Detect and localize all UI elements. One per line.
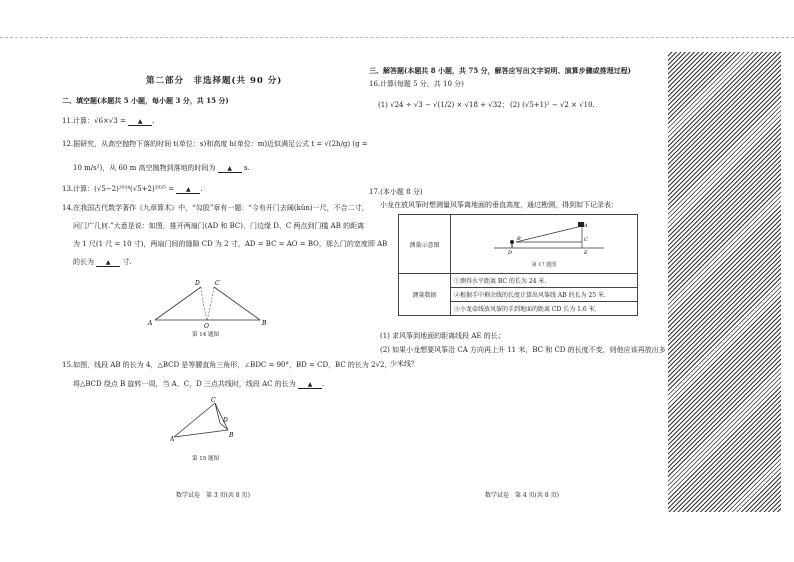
answer-blank[interactable]: ▲: [96, 259, 120, 267]
data-item-2: ②根据手中剩余线的长度计算出风筝线 AB 的长为 25 米.: [451, 288, 637, 302]
right-page-footer: 数学试卷 第 4 页(共 8 页): [485, 492, 559, 499]
answer-blank[interactable]: ▲: [176, 186, 200, 194]
answer-blank[interactable]: ▲: [218, 165, 242, 173]
fig15-caption: 第 15 题图: [192, 456, 219, 462]
fig15-label-d: D: [223, 417, 228, 424]
question-12-line1: 12.据研究，从高空抛物下落的时间 t(单位：s)和高度 h(单位：m)近似满足公式 t = √(2h/g) (g =: [62, 140, 368, 148]
fig15-line-cd: [215, 403, 220, 423]
person-icon: [510, 240, 514, 244]
fig14-line-ad: [155, 287, 201, 320]
figure-14: [145, 275, 270, 330]
answer-heading: 三、解答题(本题共 8 小题，共 75 分，解答应写出文字说明、演算步骤或推理过程): [369, 66, 631, 75]
question-14-line2: 问门广几何.”大意是说：如图，推开两扇门(AD 和 BC)，门边缘 D、C 两点到门槛 AB 的距离: [73, 222, 365, 230]
question-16-heading: 16.计算(每题 5 分，共 10 分): [369, 80, 464, 88]
data-item-1: ①测得水平距离 BC 的长为 24 米.: [451, 274, 637, 288]
fig15-label-a: A: [170, 436, 175, 443]
question-14-line4: 的长为 ▲ 寸.: [73, 258, 132, 266]
data-item-3: ③小龙牵线放风筝的手到地面的距离 CD 长为 1.6 米.: [454, 306, 597, 313]
fig14-arc-right: [207, 287, 214, 320]
fill-blank-heading: 二、填空题(本题共 5 小题，每小题 3 分，共 15 分): [62, 96, 229, 105]
question-16-part1: (1) √24 ÷ √3 − √(1/2) × √18 + √32；: [378, 101, 509, 109]
fig17-label-d: D: [508, 249, 513, 256]
answer-blank[interactable]: ▲: [128, 118, 152, 126]
question-17-part1: (1) 求风筝到地面的距离线段 AE 的长；: [380, 332, 505, 340]
fig15-label-c: C: [211, 397, 216, 404]
question-14-line1: 14.在我国古代数学著作《九章算术》中，“勾股”章有一题：“今有开门去阃(kǔn)一尺，不合二寸，: [62, 204, 369, 212]
fig15-line-ab: [174, 430, 228, 437]
figure-17: [454, 220, 634, 262]
table-row: [399, 274, 638, 316]
fig17-label-c: C: [584, 236, 588, 243]
top-dashed-rule: [0, 37, 794, 38]
fig15-label-b: B: [229, 432, 234, 439]
answer-blank[interactable]: ▲: [298, 381, 322, 389]
left-page-footer: 数学试卷 第 3 页(共 8 页): [176, 492, 250, 499]
table-cell-data: [451, 274, 638, 316]
question-13: 13.计算：(√5−2)²⁰²⁴(√5+2)²⁰²⁵ = ▲ .: [62, 185, 203, 193]
question-15-line2: 将△BCD 绕点 B 旋转一周，当 A，C，D 三点共线时，线段 AC 的长为 ▲ .: [73, 380, 325, 388]
question-17-part2-line2: 少米线？: [390, 360, 418, 368]
measurement-table: [398, 214, 638, 316]
question-17-heading: 17.(本小题 8 分): [369, 188, 423, 196]
question-14-line3: 为 1 尺(1 尺 = 10 寸)，两扇门间的缝隙 CD 为 2 寸，AD = BC = AO = BO，那么门的宽度即 AB: [73, 240, 388, 248]
question-15-line1: 15.如图，线段 AB 的长为 4，△BCD 是等腰直角三角形，∠BDC = 90°，BD = CD，BC 的长为 2√2，: [62, 361, 392, 369]
table-label-data: 测量数据: [399, 274, 451, 316]
fig14-label-o: O: [204, 323, 209, 330]
binding-margin-hatch: [668, 52, 781, 512]
fig14-label-a: A: [148, 320, 153, 327]
fig14-label-c: C: [215, 280, 220, 287]
question-17-intro: 小龙在放风筝时想测量风筝离地面的垂直高度，通过勘测，得到如下记录表：: [380, 201, 618, 209]
fig14-arc-left: [201, 287, 207, 320]
table-label-diagram: 测量示意图: [399, 215, 451, 274]
section-heading: 第二部分 非选择题(共 90 分): [146, 76, 283, 86]
fig14-label-b: B: [262, 320, 267, 327]
table-row: [399, 215, 638, 274]
fig15-line-ac: [174, 403, 215, 437]
question-11: 11.计算：√6×√3 = ▲ .: [62, 117, 155, 125]
fig15-line-db: [220, 423, 228, 430]
fig17-label-a: A: [584, 222, 588, 229]
fig14-caption: 第 14 题图: [192, 332, 219, 338]
fig17-label-e: E: [584, 249, 588, 256]
fig17-caption: 第 17 题图: [531, 261, 557, 268]
question-17-part2-line1: (2) 如果小龙想要风筝沿 CA 方向再上升 11 米，BC 和 CD 的长度不变，则他应该再放出多: [380, 346, 666, 354]
fig14-label-d: D: [195, 280, 200, 287]
question-12-line2: 10 m/s²)，从 60 m 高空抛物到落地的时间为 ▲ s.: [73, 164, 250, 172]
table-cell-diagram: [451, 215, 638, 274]
fig17-kite-string: [516, 226, 582, 242]
fig14-line-bc: [214, 287, 260, 320]
figure-15: [170, 395, 245, 443]
question-16-part2: (2) (√5+1)² − √2 × √10.: [510, 101, 595, 109]
fig17-label-b: B: [517, 235, 521, 242]
